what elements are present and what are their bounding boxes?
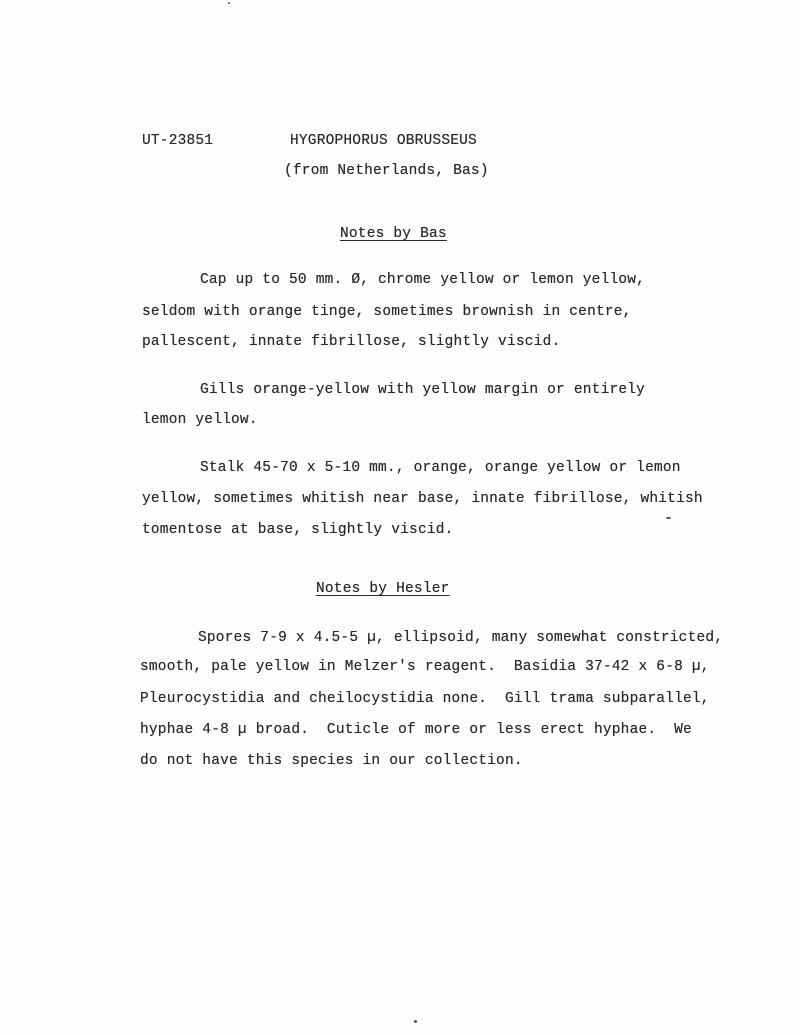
- heading-notes-by-bas: Notes by Bas: [340, 226, 447, 242]
- cap-line-2: seldom with orange tinge, sometimes brownish in centre,: [142, 304, 632, 320]
- stalk-line-3: tomentose at base, slightly viscid.: [142, 522, 454, 538]
- source-line: (from Netherlands, Bas): [284, 163, 489, 179]
- accession-number: UT-23851: [142, 133, 214, 149]
- gills-line-1: Gills orange-yellow with yellow margin or entirely: [200, 382, 646, 398]
- heading-notes-by-hesler: Notes by Hesler: [316, 581, 450, 597]
- species-name: HYGROPHORUS OBRUSSEUS: [290, 133, 477, 149]
- spores-line-3: Pleurocystidia and cheilocystidia none. Gill trama subparallel,: [140, 691, 710, 707]
- stalk-line-2: yellow, sometimes whitish near base, innate fibrillose, whitish: [142, 491, 703, 507]
- cap-line-1: Cap up to 50 mm. Ø, chrome yellow or lemon yellow,: [200, 272, 646, 288]
- spores-line-4: hyphae 4-8 µ broad. Cuticle of more or less erect hyphae. We: [140, 722, 692, 738]
- gills-line-2: lemon yellow.: [142, 412, 258, 428]
- spores-line-2: smooth, pale yellow in Melzer's reagent. Basidia 37-42 x 6-8 µ,: [140, 659, 710, 675]
- scan-speck: [414, 1020, 417, 1023]
- spores-line-1: Spores 7-9 x 4.5-5 µ, ellipsoid, many somewhat constricted,: [198, 630, 724, 646]
- stalk-line-1: Stalk 45-70 x 5-10 mm., orange, orange yellow or lemon: [200, 460, 681, 476]
- scan-speck: [666, 517, 671, 519]
- spores-line-5: do not have this species in our collection.: [140, 753, 523, 769]
- cap-line-3: pallescent, innate fibrillose, slightly viscid.: [142, 334, 561, 350]
- scan-speck: [228, 2, 230, 4]
